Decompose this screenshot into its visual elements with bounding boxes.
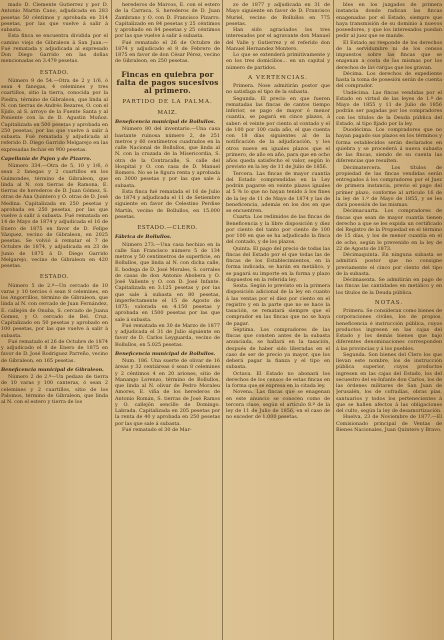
column-1 bbox=[1, 2, 108, 638]
paragraph: Fué rematado el 30 de Mar- bbox=[122, 426, 192, 433]
paragraph: Segunda. El precio en que fueren rematadas las fincas de cantos tiempo inferior, se pago de mayor ó menor cuantía, se pagará en cinco plazos, á saber: el veinte por ciento al contado y el de 100 por 100 cada año, el que cuenta con 18 días siguientes al de la notificación de la adjudicación, y los otros nueve en iguales plazos que el primero, de año en año, para que en ocho años queda satisfecho el valor, según lo previsto en la ley de 11 de Julio de 1856. bbox=[226, 95, 330, 171]
paragraph: Tercera. Las fincas de mayor cuantía del Estado comprendidas en la Ley podrán pagarse en veinte plazos iguales al 5 % lo que no hayan tenido á los fines de la ley de 11 de Mayo de 1874 y las de beneficencia, además en los dos en que se encuentren. bbox=[226, 170, 330, 214]
paragraph: Número 273.—Una casa hechizo en la calle San Francisco número 5 de 134 metros y 50 centímetros de superficie, en Bollullos, que linda al N. con dicha calle, E. bodega de D. José Morales, S. corrales de casas de don Antonio Abobera y O. José Valiente y O. con D. José Infante. Capitalizada en 3.125 pesetas y por las que sale á subasta en 80 pesetas, imperfectamente el 15 de Agosto de 1875; valorada en 4.150 pesetas y aprobada en 1500 pesetas por las que sale á subasta. bbox=[115, 241, 220, 323]
subsection-heading: Beneficencia municipal de Bollullos. bbox=[115, 350, 216, 357]
paragraph: Número 80 del inventario.—Una casa bastante ruinosa número 2, de 251 metros y 60 centímetros cuadrados en la calle Nacional de Bollullos, que linda al N. con la cruzada de la Misericordia, S. otra de la Contracalle, S. calle del Hospital y O. con casa de D. Manuel Romero. No se le figura renta y aprobada en 3000 pesetas y por las que sale á subasta. bbox=[115, 126, 220, 189]
paragraph: Número 9 de 54.—Otra de 2 y 1/6, ó sean 4 fanegas, 4 celemines y tres cuartillos, sitio la tierra, conocida por la Piedra, término de Gibraleon, que linda al N. con tierras de Andrés Bezares, O. con el Ejido, al S. arroyo de la Fuente Santa y al Poniente con la de D. Agustin Muñoz. Capitalizada en 500 pesetas y aprobada en 250 pesetas, por las que vuelve á salir á subasta. Fué rematada y adjudicada al referido D. Diego Garrido Melgarejo en las expresadas fechas en 900 pesetas. bbox=[1, 77, 108, 153]
paragraph: mado D. Clemente Gutierrez y por D. Antonio Martin Cano, adjudicada en 283 pesetas 50 céntimos y aprobada en 314 pesetas, por las que vuelve á salir á subasta. bbox=[1, 2, 108, 33]
paragraph: herederos de Marcos, E. con el estero de la Carraca, S. herederos de D. Juan Zambrano y O. con D. Francisco Pizarro. Capitalizado en 84 pesetas y 25 céntimos y aprobado en 84 pesetas y 25 céntimos por las que vuelve á salir á subasta. bbox=[115, 2, 220, 40]
paragraph: bles en los juzgados de primera instancia donde radican las fincas enagenadas por el Estado, siempre que haya transmisión de su dominio á nuevos poseedores, y que los interesados puedan pedir al juez que se mande. bbox=[336, 2, 442, 40]
section-heading: A VERTENCIAS. bbox=[248, 74, 308, 81]
section-heading: MAIZ. bbox=[157, 109, 178, 116]
feature-heading: Fincas en quiebra por falta de pagos sucesivos al primero. bbox=[116, 69, 219, 95]
paragraph: Primera. Nose admitirán postor que no satisfaga el tipo de la subasta. bbox=[226, 83, 330, 96]
subsection-heading: Capellanía de Pajon y de Pizarro. bbox=[1, 155, 92, 162]
paragraph: Quinta. El pago del precio de todas las fincas del Estado por el que todas las de fincas de los Establecimientos, en la forma indicada, se harán en metálico, y se pagará su importe en la forma y plazo dispuestos en la referida ley. bbox=[226, 245, 330, 283]
paragraph: Número 334.—Otra de 5, 10 y 1/6, ó sean 2 fanegas y 2 cuartillos en los Guimondes, término de Gibraleon, que linda al N. con tierras de Ramona, E. tierras de herederos de D. Juan Gómez, S. otras de Ana Quintero y O. otras de D. José Medina. Capitalizada en 250 pesetas y aprobada en 250 pesetas, por las que vuelve á salir á subasta. Fué rematada en 14 de Mayo de 1874 y adjudicada el 16 de Enero de 1875 en favor de D. Felipe Vázquez, vecino de Gibraleon, en 2025 pesetas. Se volvió á rematar el 7 de Octubre de 1874, y adjudicada en 23 de Junio de 1875 á D. Diego Garrido Melgarejo, vecino de Gibraleon en 420 pesetas. bbox=[1, 163, 108, 269]
paragraph: Séptima. Los compradores de las fincas que consten antes de la subasta anunciada, se hallará en la tasación, después de haber sido liberadas en el caso de ser de precio ya mayor, que los deberá pagar la fianza y el tipo en subasta. bbox=[226, 326, 330, 371]
subsection-heading: Beneficencia municipal de Gibraleon. bbox=[1, 366, 104, 373]
paragraph: Num. 186. Una suerte de olivar de 16 áreas y 32 centiáreas ó sean 8 celemines y 2 céntimos 4 en 20 ariones, sitio de Manango Lorenzo, término de Bollullos, que linda al N. olivar de Pedro Moraleu Amores, E. viña de los herederos de Antonio Román, S. tierras de José Ramos y O. callejón sencillo de Domingo. Labrada. Capitalizada en 205 pesetas por la renta de 40 y aprobada en 250 pesetas por las que sale á subasta. bbox=[115, 358, 220, 427]
paragraph: Número 5 de 2.º—Un cercado de 10 varas y 10 tercios ó sean 8 celemines, en los Angorrillos, término de Gibraleon, que linda al N. con cercado de Juan Fernández, E. callejón de Onuba, S. cercado de Juana Gomez, y O. cercado de Bel. Cruz. Capitalizado en 50 pesetas y aprobado en 100 pesetas, por las que vuelve á salir á subasta. bbox=[1, 282, 108, 339]
paragraph: Número 2 de 2.º—Un pedazo de tierra de 10 varas y 100 canteras, ó sean 2 celemines y 2 cuartillos, sitio de los Palomos, término de Gibraleon, que linda al N. con el estero y tierra de los bbox=[1, 374, 108, 405]
paragraph: zo de 1877 y adjudicada en 31 de Mayo siguiente en favor de D. Francisco Muriel, vecino de Bollullos en 775 pesetas. bbox=[226, 2, 330, 27]
paragraph: Décima. Los derechos de expediente hasta la toma de posesión serán de cuenta del comprador. bbox=[336, 70, 442, 90]
column-4 bbox=[336, 2, 442, 638]
paragraph: Segunda. Son bienes del Clero los que llevan este nombre, los de instrucción pública superior, cuyos productos ingresen en las cajas del Estado, los del secuestro del ex-Infante don Carlos, los de las órdenes militares de San Juan de Jerusalén, los de cofradías, obras pías, santuarios y todos los pertenecientes á que se hallen afectos á las obligaciones del culto, según la ley de desamortización. bbox=[336, 351, 442, 414]
paragraph: El Estado no responde de los derechos de la servidumbre ni de los censos impuestos sobre las fincas que se enajenan a costa de las mismas por los derechos de las cargas que los gravan. bbox=[336, 39, 442, 71]
paragraph: Esta finca fué rematada el 16 de Julio de 1874 y adjudicada el 11 de Setiembre siguiente en favor de Celestino Perdise Martín, vecino de Bollullos, en 15.000 pesetas. bbox=[115, 188, 220, 220]
section-heading: PARTIDO DE LA PALMA. bbox=[122, 98, 213, 105]
paragraph: Huelva, 23 de Noviembre de 1877.—El Comisionado principal de Ventas de Bienes Nacionales, Juan Quintero y Bravo. bbox=[336, 414, 442, 433]
paragraph: Décimasexta. Se admitirán en pago de las fincas las cantidades en metálico y en los títulos de la Deuda pública. bbox=[336, 277, 442, 296]
paragraph: Décimatercera. Los títulos de propiedad de las fincas vendidas serán entregados á los compradores por el Juez de primera instancia, previo el pago del primer plazo, conforme al artículo 16 de la ley de 1.º de Mayo de 1855, y se les dará posesión de las mismas. bbox=[336, 164, 442, 208]
paragraph: Sexta. Según lo previsto en la primera disposición adicional de la ley en cuanto á las ventas por el diez por ciento en el registro y en la parte que no se hace la tasación, se rematará siempre que el comprador en las fincas que no se haya de pagar. bbox=[226, 283, 330, 327]
column-3 bbox=[226, 2, 330, 638]
paragraph: Fué rematado el 26 de Octubre de 1874 y adjudicado el 8 de Enero de 1875 en favor de D. José Rodriguez Parreño, vecino de Gibraleon, en 165 pesetas. bbox=[1, 338, 108, 364]
paragraph: Décimaquinta. En ninguna subasta se admitirá postor que no consigne previamente el cinco por ciento del tipo de la subasta. bbox=[336, 252, 442, 277]
subsection-heading: Fábrica de Bollullos. bbox=[115, 234, 172, 241]
section-heading: ESTADO. bbox=[39, 274, 70, 281]
paragraph: Primera. Se consideran como bienes de corporaciones civiles, los de propios, beneficencia é instrucción pública, cuyos productos ingresen en las cajas del Estado y los demás bienes que bajo diferentes denominaciones corresponden á las provincias y á los pueblos. bbox=[336, 308, 442, 352]
paragraph: Lo que se extenderá primitivamente y en los tres domicilios... en un capital y número de partidos. bbox=[226, 52, 330, 71]
column-rule bbox=[111, 0, 112, 640]
subsection-heading: Beneficencia municipal de Bollullos. bbox=[115, 119, 216, 125]
paragraph: Esta finca se encuentra dividida por el camino viejo de Gibraleon á San Juan.—Fué rematada y adjudicada al expresado Don Diego Garrido en las doñas mencionadas en 3.479 pesetas. bbox=[1, 33, 108, 65]
section-heading: NOTAS. bbox=[374, 299, 404, 306]
column-rule bbox=[333, 0, 334, 640]
section-heading: ESTADO.—CLERO. bbox=[137, 225, 198, 231]
paragraph: Décimacuarta. Los compradores de fincas que sean de mayor cuantía tienen derecho a que se les expida un certificado del Registro de la Propiedad en el término de 15 días, y los de menor cuantía en el de ocho, según lo prevenido en la ley de 22 de Agosto de 1873. bbox=[336, 208, 442, 252]
section-heading: ESTADO. bbox=[39, 69, 70, 76]
paragraph: Han sido agraciados los tres interesados por el agravante don Manuel del Valle y Gutierrez y el referido don Manuel Hernandez Montero. bbox=[226, 27, 330, 52]
paragraph: Novena. Las fincas que se enagenan en este anuncio se conocen como de tercera clase, según el artículo 8.º de la ley de 11 de Julio de 1856, en el caso de no exceder de 1.000 pesetas. bbox=[226, 389, 330, 421]
paragraph: Undécima. Las fincas vendidas por el Estado en virtud de las leyes de 1.º de Mayo de 1855 y 11 de Julio de 1856 podrán ser pagadas por los compradores con los títulos de la Deuda pública del Estado, al tipo fijado por la ley. bbox=[336, 89, 442, 127]
paragraph: Fué rematada en 30 de Marzo de 1877 y adjudicada el 31 de Julio siguiente en favor de D. Carlos Leyguarda, vecino de Bollullos, en 5.025 pesetas. bbox=[115, 322, 220, 348]
paragraph: Cuarta. Los redimidos de las fincas de Beneficencia y la libre disposición y diez por ciento del tanto por ciento de 100 por 100 en que se ha adjudicado la finca del contado, y de los plazos. bbox=[226, 214, 330, 246]
column-rule bbox=[222, 0, 223, 640]
column-2 bbox=[115, 2, 220, 638]
paragraph: Octava. El Estado no abonará los derechos de los censos de estas fincas en la forma que se expresa en la citada ley. bbox=[226, 370, 330, 389]
paragraph: Fué rematado el 26 de Octubre de 1874 y adjudicado el 8 de Febrero de 1875 en favor de don César Pérez, vecino de Gibraleon, en 250 pesetas. bbox=[115, 39, 220, 65]
paragraph: Duodécima. Los compradores que no hayan pagado sus plazos en los términos y forma establecidos serán declarados en quiebra y se procederá á nueva subasta de las fincas, siendo de su cuenta las diferencias que resulten. bbox=[336, 127, 442, 165]
